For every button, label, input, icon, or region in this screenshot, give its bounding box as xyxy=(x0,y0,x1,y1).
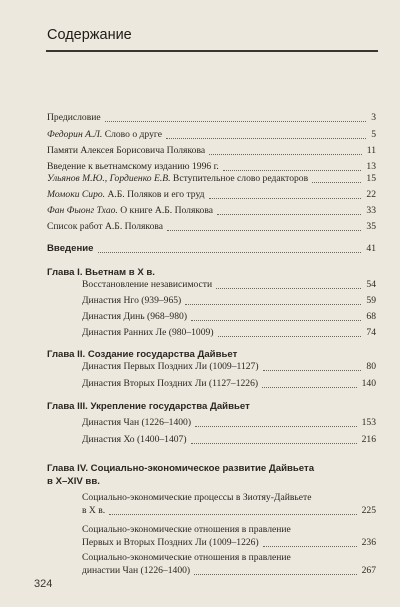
toc-entry-title: Династия Нго (939–965) xyxy=(82,295,182,306)
toc-page-number: 140 xyxy=(361,378,376,389)
toc-entry xyxy=(82,378,376,390)
header-rule xyxy=(46,50,378,52)
toc-title-text: Слово о друге xyxy=(102,129,162,140)
toc-entry xyxy=(47,112,376,124)
toc-entry xyxy=(47,173,376,185)
dot-leader xyxy=(216,288,361,289)
toc-author: Фан Фыонг Тхао. xyxy=(47,205,118,216)
toc-entry xyxy=(47,221,376,233)
chapter-heading: в X–XIV вв. xyxy=(47,476,100,487)
dot-leader xyxy=(263,370,362,371)
toc-page-number: 267 xyxy=(361,565,376,576)
toc-page-number: 3 xyxy=(371,112,376,123)
toc-entry-title: Восстановление независимости xyxy=(82,279,213,290)
dot-leader xyxy=(218,336,362,337)
dot-leader xyxy=(209,198,362,199)
toc-entry-line: Социально-экономические отношения в правление xyxy=(82,524,291,535)
toc-page-number: 11 xyxy=(366,145,376,156)
toc-entry-title xyxy=(47,205,213,217)
toc-entry-title xyxy=(47,112,101,124)
dot-leader xyxy=(223,170,362,171)
toc-entry xyxy=(47,161,376,173)
chapter-heading: Глава I. Вьетнам в X в. xyxy=(47,267,155,278)
dot-leader xyxy=(98,252,362,253)
toc-entry-title xyxy=(47,189,205,201)
toc-page-number: 22 xyxy=(366,189,376,200)
dot-leader xyxy=(194,574,356,575)
toc-page-number: 59 xyxy=(366,295,376,306)
toc-entry-title: Династия Динь (968–980) xyxy=(82,311,188,322)
toc-entry xyxy=(82,279,376,291)
toc-page-number: 74 xyxy=(366,327,376,338)
toc-page-number: 216 xyxy=(361,434,376,445)
toc-entry-title: в X в. xyxy=(82,505,106,516)
toc-entry xyxy=(47,189,376,201)
toc-title-text: Памяти Алексея Борисовича Полякова xyxy=(47,145,206,156)
toc-title-text: О книге А.Б. Полякова xyxy=(117,205,213,216)
toc-page-number: 153 xyxy=(361,417,376,428)
toc-entry xyxy=(82,434,376,446)
dot-leader xyxy=(262,387,357,388)
toc-author: Момоки Сиро. xyxy=(47,189,106,200)
toc-entry xyxy=(47,145,376,157)
toc-title-text: Предисловие xyxy=(47,112,101,123)
toc-entry-title xyxy=(47,161,219,173)
toc-page-number: 13 xyxy=(366,161,376,172)
toc-entry-title: династии Чан (1226–1400) xyxy=(82,565,191,576)
toc-entry-title: Первых и Вторых Поздних Ли (1009–1226) xyxy=(82,537,259,548)
toc-intro-title: Введение xyxy=(47,243,94,254)
chapter-heading: Глава II. Создание государства Дайвьет xyxy=(47,349,238,360)
dot-leader xyxy=(109,514,356,515)
dot-leader xyxy=(191,443,357,444)
toc-entry xyxy=(47,205,376,217)
dot-leader xyxy=(209,154,362,155)
toc-entry-title: Династия Хо (1400–1407) xyxy=(82,434,187,445)
toc-entry xyxy=(82,417,376,429)
toc-page-number: 41 xyxy=(366,243,376,254)
toc-author: Федорин А.Л. xyxy=(47,129,103,140)
toc-title-text: Введение к вьетнамскому изданию 1996 г. xyxy=(47,161,219,172)
toc-entry xyxy=(82,537,376,549)
dot-leader xyxy=(105,121,367,122)
toc-entry-title xyxy=(47,173,308,185)
toc-page-number: 15 xyxy=(366,173,376,184)
chapter-heading: Глава III. Укрепление государства Дайвьет xyxy=(47,401,250,412)
toc-entry xyxy=(47,129,376,141)
toc-entry-line: Социально-экономические процессы в Зиотяу-Дайвьете xyxy=(82,492,312,503)
page-number: 324 xyxy=(34,578,53,590)
toc-page-number: 225 xyxy=(361,505,376,516)
toc-entry-title: Династия Ранних Ле (980–1009) xyxy=(82,327,214,338)
toc-entry xyxy=(82,327,376,339)
toc-page-number: 33 xyxy=(366,205,376,216)
toc-title-text: А.Б. Поляков и его труд xyxy=(105,189,205,200)
dot-leader xyxy=(263,546,357,547)
dot-leader xyxy=(167,230,361,231)
toc-entry xyxy=(82,505,376,517)
dot-leader xyxy=(195,426,357,427)
toc-page-number: 80 xyxy=(366,361,376,372)
toc-entry xyxy=(82,361,376,373)
toc-title-text: Список работ А.Б. Полякова xyxy=(47,221,164,232)
toc-page-number: 236 xyxy=(361,537,376,548)
toc-entry-line: Социально-экономические отношения в правление xyxy=(82,552,291,563)
toc-entry-title xyxy=(47,221,163,233)
dot-leader xyxy=(166,138,366,139)
toc-entry xyxy=(82,295,376,307)
toc-entry xyxy=(82,565,376,577)
chapter-heading: Глава IV. Социально-экономическое развитие Дайвьета xyxy=(47,463,315,474)
page-title: Содержание xyxy=(47,27,132,43)
dot-leader xyxy=(191,320,361,321)
toc-author: Ульянов М.Ю., Гордиенко Е.В. xyxy=(47,173,171,184)
dot-leader xyxy=(217,214,361,215)
toc-entry-title xyxy=(47,145,205,157)
toc-entry xyxy=(82,311,376,323)
toc-entry-title: Династия Первых Поздних Ли (1009–1127) xyxy=(82,361,259,372)
toc-page-number: 68 xyxy=(366,311,376,322)
toc-page-number: 5 xyxy=(371,129,376,140)
toc-entry-title: Династия Вторых Поздних Ли (1127–1226) xyxy=(82,378,259,389)
toc-page-number: 54 xyxy=(366,279,376,290)
toc-entry-title: Династия Чан (1226–1400) xyxy=(82,417,192,428)
toc-entry-title xyxy=(47,129,162,141)
dot-leader xyxy=(312,182,361,183)
toc-title-text: Вступительное слово редакторов xyxy=(170,173,309,184)
toc-page-number: 35 xyxy=(366,221,376,232)
toc-entry xyxy=(47,243,376,255)
dot-leader xyxy=(185,304,361,305)
